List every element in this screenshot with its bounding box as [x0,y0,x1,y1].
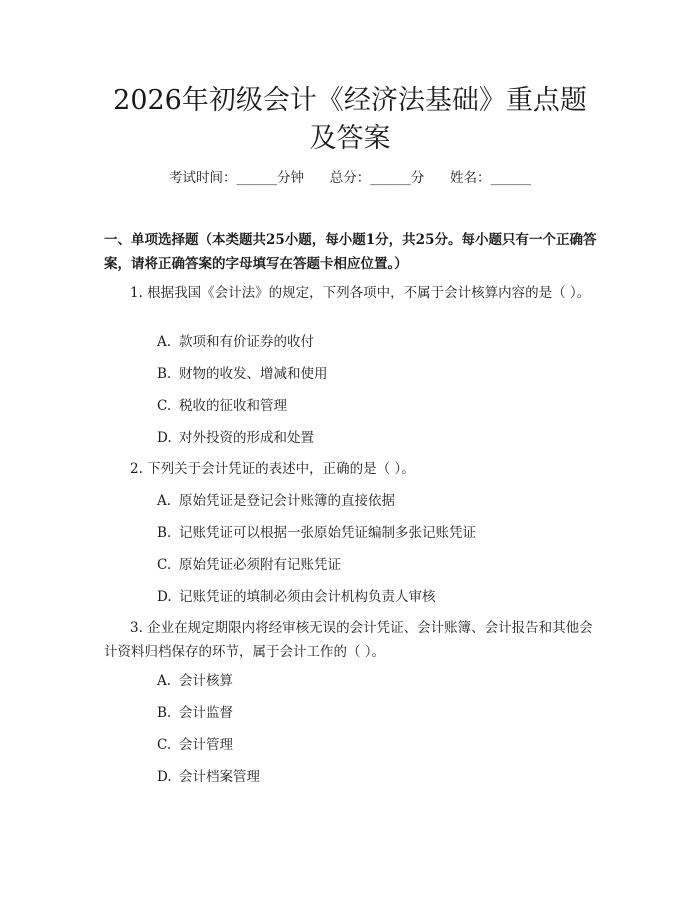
question-1-stem: 1. 根据我国《会计法》的规定，下列各项中，不属于会计核算内容的是（ ）。 [130,285,591,301]
option-text: 税收的征收和管理 [179,398,287,414]
question-3-option-a [157,671,233,691]
question-2-option-a [157,491,395,511]
option-letter: A. [157,334,172,350]
option-letter: C. [157,398,172,414]
option-letter: A. [157,673,172,689]
document-title: 2026年初级会计《经济法基础》重点题及答案 [113,85,587,154]
option-text: 原始凭证是登记会计账簿的直接依据 [179,493,395,509]
option-letter: B. [157,366,172,382]
option-text: 记账凭证的填制必须由会计机构负责人审核 [179,589,436,605]
question-2-option-c [157,555,341,575]
option-text: 会计管理 [179,737,233,753]
question-1-option-a [157,332,314,352]
question-1-option-c [157,396,287,416]
option-text: 款项和有价证券的收付 [179,334,314,350]
option-letter: D. [157,430,172,446]
option-letter: C. [157,737,172,753]
option-text: 原始凭证必须附有记账凭证 [179,557,341,573]
option-text: 记账凭证可以根据一张原始凭证编制多张记账凭证 [179,525,476,541]
option-text: 对外投资的形成和处置 [179,430,314,446]
question-1-option-d [157,428,314,448]
question-2-option-b [157,523,476,543]
question-3-option-b [157,703,233,723]
question-1-option-b [157,364,328,384]
section-heading: 一、单项选择题（本类题共25小题，每小题1分，共25分。每小题只有一个正确答案，请将正确答案的字母填写在答题卡相应位置。） [104,232,597,272]
option-text: 会计档案管理 [179,769,260,785]
option-letter: C. [157,557,172,573]
option-letter: D. [157,589,172,605]
option-letter: B. [157,525,172,541]
option-text: 会计核算 [179,673,233,689]
option-letter: A. [157,493,172,509]
question-3-stem: 3. 企业在规定期限内将经审核无误的会计凭证、会计账簿、会计报告和其他会计资料归档保存的环节，属于会计工作的（ ）。 [104,620,593,660]
option-letter: D. [157,769,172,785]
option-letter: B. [157,705,172,721]
question-3-option-c [157,735,233,755]
question-2-stem: 2. 下列关于会计凭证的表述中，正确的是（ ）。 [130,461,415,477]
option-text: 财物的收发、增减和使用 [179,366,328,382]
exam-info-line: 考试时间：______分钟 总分：______分 姓名：______ [169,170,531,186]
option-text: 会计监督 [179,705,233,721]
question-3-option-d [157,767,260,787]
question-2-option-d [157,587,436,607]
